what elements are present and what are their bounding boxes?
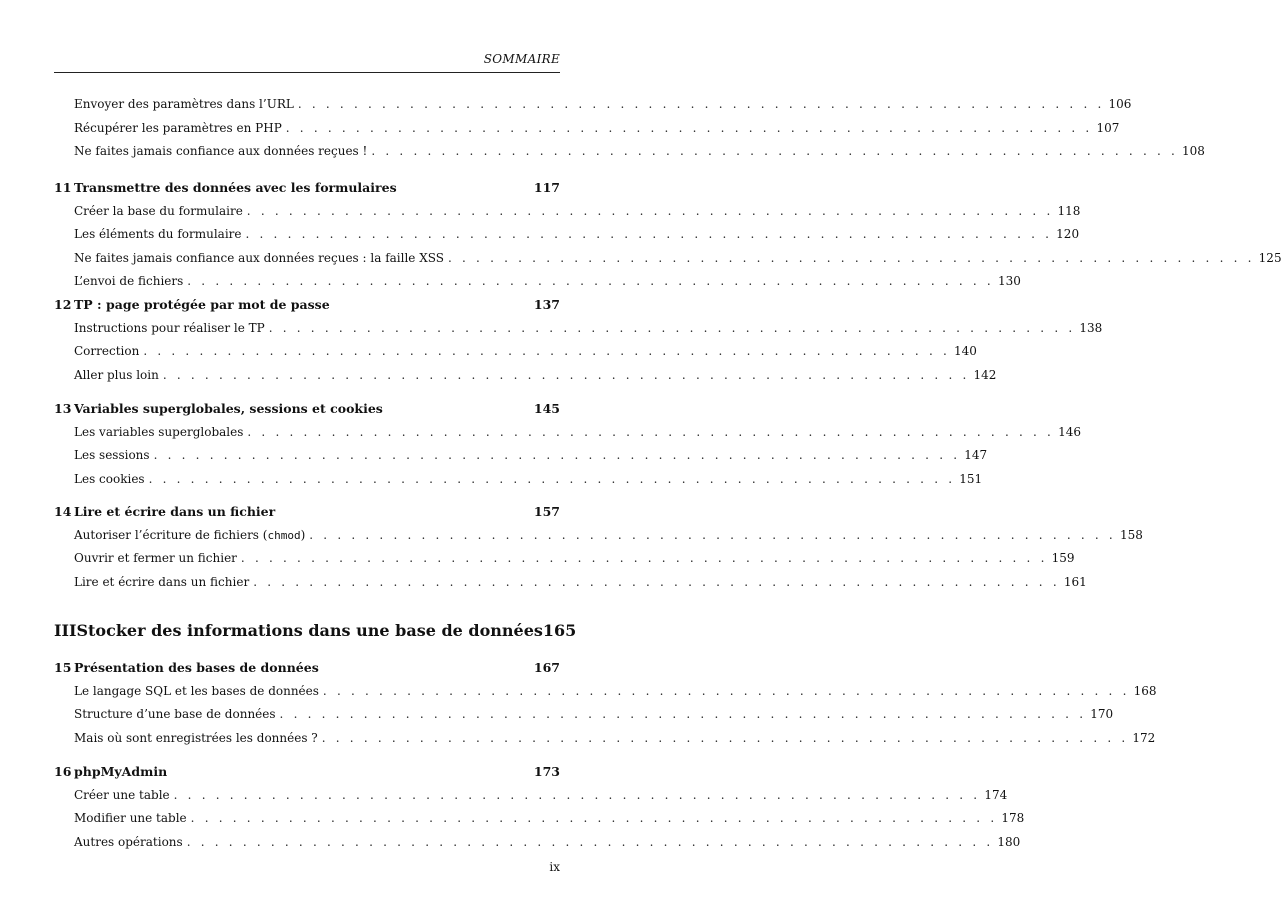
toc-entry-title-text: Le langage SQL et les bases de données [74, 683, 319, 698]
chapter-number: 15 [54, 660, 72, 675]
toc-entry-page: 106 [1108, 97, 1132, 111]
toc-entry-title-text: Instructions pour réaliser le TP [74, 320, 265, 335]
toc-chapter[interactable] [54, 763, 560, 780]
toc-entry-title-text: L’envoi de fichiers [74, 274, 184, 289]
toc-entry-title-text: Autoriser l’écriture de fichiers ( [74, 527, 268, 542]
toc-entry-title-text: Récupérer les paramètres en PHP [74, 120, 282, 135]
toc-entry[interactable] [74, 471, 983, 487]
part-title: Stocker des informations dans une base de données [76, 621, 543, 640]
toc-entry-page: 138 [1079, 320, 1103, 335]
toc-entry-title [74, 834, 183, 850]
toc-entry[interactable] [74, 834, 1021, 850]
toc-entry-page: 125 [1258, 250, 1282, 265]
chapter-title: Variables superglobales, sessions et cookies [74, 401, 383, 416]
toc-entry-title [74, 527, 305, 544]
toc-entry-page: 108 [1182, 144, 1205, 159]
chapter-number: 14 [54, 504, 72, 519]
toc-entry-page: 159 [1051, 551, 1075, 566]
toc-chapter[interactable] [54, 659, 560, 676]
dot-leader: . . . . . . . . . . . . . . . . . . . . . . . . . . . . . . . . . . . . . . . . . . . . . . . . . . . . . . . . . . [153, 448, 961, 463]
toc-entry-title [74, 120, 282, 136]
toc-entry[interactable] [74, 273, 1021, 289]
toc-entry-title [74, 706, 276, 722]
toc-entry-page: 170 [1090, 707, 1114, 722]
part-page: 165 [542, 621, 577, 640]
toc-entry-title [74, 320, 265, 336]
toc-entry-title [74, 683, 319, 699]
toc-entry-page: 151 [959, 471, 983, 486]
toc-entry[interactable] [74, 447, 988, 463]
toc-entry-title [74, 810, 187, 826]
toc-entry-title [74, 730, 318, 746]
chapter-page: 167 [533, 660, 560, 675]
dot-leader: . . . . . . . . . . . . . . . . . . . . . . . . . . . . . . . . . . . . . . . . . . . . . . . . . . . . . . . . . . [143, 344, 950, 359]
dot-leader: . . . . . . . . . . . . . . . . . . . . . . . . . . . . . . . . . . . . . . . . . . . . . . . . . . . . . . . . . . [245, 227, 1053, 242]
toc-entry-page: 140 [954, 344, 977, 359]
toc-entry-page: 118 [1057, 203, 1081, 218]
dot-leader: . . . . . . . . . . . . . . . . . . . . . . . . . . . . . . . . . . . . . . . . . . . . . . . . . . . . . . . . . . [268, 320, 1076, 335]
toc-entry[interactable] [74, 706, 1114, 722]
toc-entry[interactable] [74, 343, 977, 359]
toc-entry-title [74, 343, 139, 359]
toc-entry-title-text: Correction [74, 344, 140, 359]
toc-entry-title-text: Envoyer des paramètres dans l’URL [74, 97, 294, 111]
chapter-title: Lire et écrire dans un fichier [74, 504, 276, 519]
dot-leader: . . . . . . . . . . . . . . . . . . . . . . . . . . . . . . . . . . . . . . . . . . . . . . . . . . . . . . . . . . [190, 811, 998, 826]
toc-entry-title [74, 367, 159, 383]
toc-chapter[interactable] [54, 503, 560, 520]
toc-entry-title [74, 424, 243, 440]
dot-leader: . . . . . . . . . . . . . . . . . . . . . . . . . . . . . . . . . . . . . . . . . . . . . . . . . . . . . . . . . . [309, 527, 1116, 542]
toc-entry-title-text: Mais où sont enregistrées les données ? [74, 730, 318, 745]
toc-entry-title [74, 250, 444, 266]
chapter-page: 117 [533, 180, 560, 195]
page-folio: ix [549, 860, 560, 874]
toc-entry-title-text: Autres opérations [74, 834, 183, 849]
dot-leader: . . . . . . . . . . . . . . . . . . . . . . . . . . . . . . . . . . . . . . . . . . . . . . . . . . . . . . . . . . [448, 250, 1255, 265]
toc-entry-page: 142 [973, 367, 997, 382]
toc-entry[interactable] [74, 203, 1081, 219]
toc-entry-page: 174 [984, 787, 1008, 802]
dot-leader: . . . . . . . . . . . . . . . . . . . . . . . . . . . . . . . . . . . . . . . . . . . . . . . . . . . . . . . . . . [371, 144, 1179, 159]
toc-entry-title [74, 226, 242, 242]
dot-leader: . . . . . . . . . . . . . . . . . . . . . . . . . . . . . . . . . . . . . . . . . . . . . . . . . . . . . . . . . . [162, 367, 970, 382]
toc-part[interactable] [54, 620, 577, 642]
dot-leader: . . . . . . . . . . . . . . . . . . . . . . . . . . . . . . . . . . . . . . . . . . . . . . . . . . . . . . . . . . [186, 834, 994, 849]
dot-leader: . . . . . . . . . . . . . . . . . . . . . . . . . . . . . . . . . . . . . . . . . . . . . . . . . . . . . . . . . . [148, 471, 956, 486]
dot-leader: . . . . . . . . . . . . . . . . . . . . . . . . . . . . . . . . . . . . . . . . . . . . . . . . . . . . . . . . . . [297, 97, 1105, 111]
toc-entry[interactable] [74, 96, 1132, 112]
toc-entry-title-text: Les variables superglobales [74, 424, 244, 439]
toc-entry-page: 178 [1001, 811, 1025, 826]
toc-entry[interactable] [74, 787, 1008, 803]
toc-entry-title-text: Modifier une table [74, 811, 187, 826]
toc-entry-title-text: Lire et écrire dans un fichier [74, 574, 250, 589]
toc-entry-page: 146 [1058, 424, 1081, 439]
toc-entry-title-text: Ouvrir et fermer un fichier [74, 551, 237, 566]
toc-entry[interactable] [74, 320, 1103, 336]
dot-leader: . . . . . . . . . . . . . . . . . . . . . . . . . . . . . . . . . . . . . . . . . . . . . . . . . . . . . . . . . . [240, 551, 1048, 566]
chapter-number: 11 [54, 180, 72, 195]
chapter-title: TP : page protégée par mot de passe [74, 297, 330, 312]
toc-entry[interactable] [74, 730, 1156, 746]
toc-chapter[interactable] [54, 400, 560, 417]
toc-chapter[interactable] [54, 296, 560, 313]
chapter-title: phpMyAdmin [74, 764, 168, 779]
toc-entry-page: 180 [997, 834, 1021, 849]
chapter-number: 13 [54, 401, 72, 416]
toc-entry-page: 172 [1132, 730, 1156, 745]
toc-entry[interactable] [74, 683, 1157, 699]
toc-entry-title [74, 143, 367, 159]
toc-entry-title-after: ) [300, 527, 306, 542]
toc-entry-title [74, 471, 145, 487]
toc-entry[interactable] [74, 367, 997, 383]
toc-entry-title-text: Créer la base du formulaire [74, 203, 243, 218]
chapter-number: 12 [54, 297, 72, 312]
toc-entry-title [74, 574, 249, 590]
toc-entry[interactable] [74, 574, 1087, 590]
toc-entry-title-text: Ne faites jamais confiance aux données reçues ! [74, 144, 368, 159]
toc-entry-page: 158 [1119, 527, 1143, 542]
dot-leader: . . . . . . . . . . . . . . . . . . . . . . . . . . . . . . . . . . . . . . . . . . . . . . . . . . . . . . . . . . [321, 730, 1129, 745]
toc-entry-title [74, 550, 237, 566]
toc-entry-page: 107 [1096, 120, 1120, 135]
toc-entry-title-text: Les éléments du formulaire [74, 227, 242, 242]
toc-entry-title-text: Les cookies [74, 471, 145, 486]
dot-leader: . . . . . . . . . . . . . . . . . . . . . . . . . . . . . . . . . . . . . . . . . . . . . . . . . . . . . . . . . . [247, 424, 1055, 439]
dot-leader: . . . . . . . . . . . . . . . . . . . . . . . . . . . . . . . . . . . . . . . . . . . . . . . . . . . . . . . . . . [246, 203, 1054, 218]
dot-leader: . . . . . . . . . . . . . . . . . . . . . . . . . . . . . . . . . . . . . . . . . . . . . . . . . . . . . . . . . . [279, 707, 1087, 722]
toc-entry-title [74, 96, 294, 112]
toc-entry[interactable] [74, 424, 1081, 440]
toc-entry-code: chmod [267, 528, 301, 542]
chapter-page: 173 [533, 764, 560, 779]
toc-chapter[interactable] [54, 179, 560, 196]
chapter-page: 157 [533, 504, 560, 519]
toc-entry-page: 130 [997, 274, 1021, 289]
toc-entry-title [74, 787, 170, 803]
toc-entry[interactable] [74, 143, 1205, 159]
dot-leader: . . . . . . . . . . . . . . . . . . . . . . . . . . . . . . . . . . . . . . . . . . . . . . . . . . . . . . . . . . [187, 274, 994, 289]
toc-entry-title-text: Créer une table [74, 787, 170, 802]
chapter-number: 16 [54, 764, 72, 779]
part-number: III [54, 621, 77, 640]
toc-entry-page: 161 [1063, 574, 1087, 589]
toc-entry-title [74, 203, 243, 219]
toc-entry-title [74, 273, 183, 289]
toc-entry-title-text: Les sessions [74, 448, 150, 463]
toc-entry-title-text: Ne faites jamais confiance aux données reçues : la faille XSS [74, 250, 444, 265]
dot-leader: . . . . . . . . . . . . . . . . . . . . . . . . . . . . . . . . . . . . . . . . . . . . . . . . . . . . . . . . . . [285, 120, 1093, 135]
toc-entry[interactable] [74, 120, 1120, 136]
toc-entry-page: 147 [964, 448, 988, 463]
toc-entry-title-text: Aller plus loin [74, 367, 159, 382]
toc-entry-page: 120 [1056, 227, 1080, 242]
toc-entry[interactable] [74, 250, 1282, 266]
toc-entry-page: 168 [1133, 683, 1157, 698]
toc-entry[interactable] [74, 550, 1075, 566]
toc-entry-title-text: Structure d’une base de données [74, 707, 276, 722]
chapter-title: Présentation des bases de données [74, 660, 319, 675]
chapter-page: 145 [533, 401, 560, 416]
toc-entry[interactable] [74, 226, 1080, 242]
chapter-page: 137 [533, 297, 560, 312]
dot-leader: . . . . . . . . . . . . . . . . . . . . . . . . . . . . . . . . . . . . . . . . . . . . . . . . . . . . . . . . . . [322, 683, 1130, 698]
dot-leader: . . . . . . . . . . . . . . . . . . . . . . . . . . . . . . . . . . . . . . . . . . . . . . . . . . . . . . . . . . [173, 787, 981, 802]
toc-entry[interactable] [74, 527, 1143, 543]
dot-leader: . . . . . . . . . . . . . . . . . . . . . . . . . . . . . . . . . . . . . . . . . . . . . . . . . . . . . . . . . . [253, 574, 1060, 589]
header-rule [54, 72, 560, 73]
toc-entry-title [74, 447, 150, 463]
chapter-title: Transmettre des données avec les formulaires [74, 180, 397, 195]
running-header: SOMMAIRE [483, 52, 560, 66]
toc-entry[interactable] [74, 810, 1025, 826]
